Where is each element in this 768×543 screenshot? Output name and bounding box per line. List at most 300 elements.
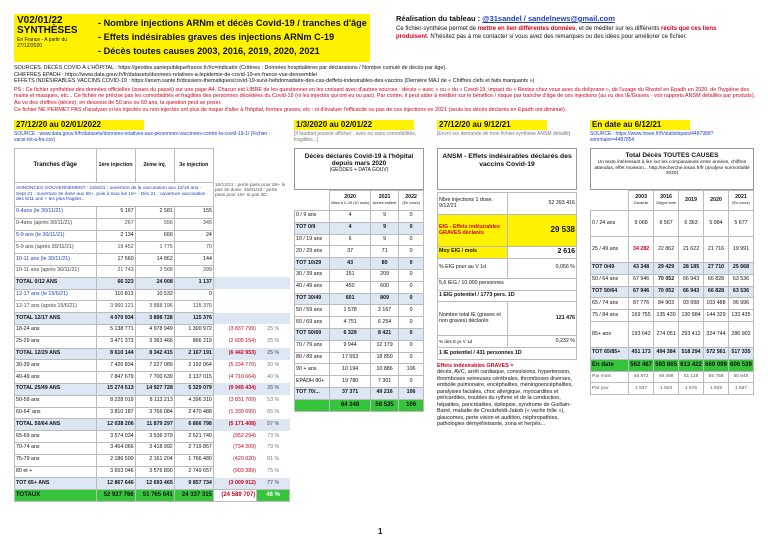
vax-v3: 115 376 — [174, 313, 213, 325]
vax-age: TOTAL 12/29 ANS — [15, 348, 97, 360]
vax-row — [15, 478, 290, 490]
vax-row — [15, 419, 290, 431]
insee-row — [591, 383, 754, 395]
insee-value: 1 657 — [728, 383, 753, 395]
author-line — [396, 15, 750, 23]
deaths-c: 0 — [399, 293, 424, 305]
vax-row — [15, 301, 290, 313]
vax-not-3d — [213, 313, 256, 325]
insee-value: 1 537 — [629, 383, 654, 395]
vax-v1: 15 274 513 — [96, 383, 135, 395]
insee-value: 286 902 — [728, 321, 753, 347]
deaths-row — [295, 376, 424, 388]
ansm-title: ANSM - Effets indésirables déclarés des vaccins Covid-19 — [442, 153, 572, 168]
deaths-age: 40 / 49 ans — [295, 281, 330, 293]
vax-v2: 3 418 992 — [135, 442, 174, 454]
insee-value: 562 467 — [629, 359, 654, 371]
insee-row — [591, 347, 754, 359]
insee-col-year: 2019 — [685, 196, 697, 203]
vax-not-3d: (3 009 912) — [213, 478, 256, 490]
ansm-nbr-label: Nbre injections 1 dose. 9/12/21 — [438, 193, 508, 215]
period-1: 27/12/20 au 02/01/2022 — [14, 120, 144, 130]
vax-age: 65-69 ans — [15, 431, 97, 443]
deaths-row — [295, 222, 424, 234]
insee-table — [590, 190, 754, 395]
deaths-total-c: 106 — [399, 399, 424, 411]
deaths-age: 20 / 29 ans — [295, 246, 330, 258]
deaths-c: 0 — [399, 328, 424, 340]
insee-value: 67 946 — [629, 286, 654, 298]
ansm-total-label: Nombre total IE (graves et non graves) déclarés — [438, 302, 508, 336]
vax-v1: 5 138 771 — [96, 324, 135, 336]
vax-pct-3d — [257, 254, 290, 266]
vax-age: 5-9 ans (le 30/11/21) — [15, 230, 97, 242]
vax-v2: 10 532 — [135, 289, 174, 301]
vax-pct-3d: 81 % — [267, 456, 280, 463]
vax-v2: 1 775 — [135, 242, 174, 254]
vax-not-3d — [213, 301, 256, 313]
vax-pct-3d — [257, 301, 290, 313]
ansm-pct2-label: % des E pr V 1d — [438, 336, 508, 348]
insee-value: 1 829 — [704, 383, 729, 395]
vax-pct-3d: 25 % — [267, 326, 280, 333]
deaths-row — [295, 269, 424, 281]
info-line-4: PS : Ce fichier synthétise des données officielles (issues du passé) sur une page A4. Chacun est LIBRE de les questionner en les croisant avec d'autres sources : décès « avec » ou « du » Covid-19, impact du « Restez chez vous avec du doliprane », de l'usage du Rivotril en Epadh en 2020, de l'hygiène des mains et masques, etc... Ce fichier ne précise pas les comorbidités et fragilités des personnes décédées du Covid-19 (ni les injectés qui ont eu ou pas). Par contre, il peut aider à méditer sur le bénéfice / risque par tranche d'âge de ces injections (au vu des IE/Graves - voir rapports ANSM détaillés par produits). Au vu des chiffres (décès), en dessous de 50 ans ou 60 ans, la question peut se poser. — [14, 86, 756, 106]
deaths-a: 43 — [330, 258, 371, 270]
vax-pct-3d: 79 % — [267, 444, 280, 451]
author-contact[interactable]: @31sandel / sandelnews@gmail.com — [482, 14, 615, 23]
ansm-eig-value: 29 538 — [508, 215, 577, 247]
source-1[interactable]: SOURCE : www.data.gouv.fr/fr/datasets/donnees-relatives-aux-personnes-vaccinees-contre-la-covid-19-1/ (Fichier : vacsi-tot-a-fra.csv) — [14, 131, 271, 143]
vax-v1: 110 813 — [96, 289, 135, 301]
insee-value: 66 943 — [679, 274, 704, 286]
vax-v3: 24 — [174, 230, 213, 242]
insee-value: 50 545 — [728, 371, 753, 383]
vax-v1: 5 167 — [96, 207, 135, 219]
insee-value: 135 430 — [654, 310, 679, 322]
deaths-b: 71 — [371, 246, 399, 258]
side-note-pass: 15/12/21 : perte pass pour 65+ si pas 3e dose. 15/01/22 : perte pass pour 18+ si pas 3D. — [214, 182, 286, 199]
col-third-dose: 3e injection — [174, 149, 213, 183]
col-2022-label: 2022 — [405, 194, 417, 201]
deaths-row — [295, 305, 424, 317]
insee-row — [591, 298, 754, 310]
disclaimer-a: Ce fichier-synthèse permet de — [396, 26, 478, 33]
vax-age: 0-4ans (après 30/11/21) — [15, 218, 97, 230]
vax-not-3d: (903 389) — [233, 467, 256, 474]
vax-row — [15, 254, 290, 266]
deaths-b: 9 — [371, 222, 399, 234]
deaths-a: 6 329 — [330, 328, 371, 340]
vax-pct-3d: 30 % — [267, 361, 280, 368]
col-2020 — [330, 191, 371, 211]
col-2020-label: 2020 — [344, 194, 357, 201]
insee-value: 669 099 — [704, 359, 729, 371]
deaths-age: 10 / 19 ans — [295, 234, 330, 246]
source-3: [Envoi sur demande de mon fichier-synthèse ANSM détaillé] — [437, 131, 571, 137]
vax-age: TOTAL 0/12 ANS — [15, 277, 97, 289]
vax-row — [15, 277, 290, 289]
vax-not-3d: (952 294) — [233, 432, 256, 439]
deaths-b: 2 167 — [371, 305, 399, 317]
vax-v2: 3 576 890 — [135, 466, 174, 478]
vax-pct-3d: 25 % — [257, 348, 290, 360]
vax-not-3d: (1 339 699) — [228, 408, 256, 415]
deaths-a: 9 944 — [330, 340, 371, 352]
insee-age: TOT 50/64 — [591, 286, 629, 298]
insee-value: 93 998 — [679, 298, 704, 310]
deaths-c: 0 — [399, 352, 424, 364]
deaths-c: 106 — [399, 364, 424, 376]
deaths-age: TOT 0/9 — [295, 222, 330, 234]
vax-row — [15, 289, 290, 301]
insee-col — [679, 191, 704, 211]
insee-age: 0 / 24 ans — [591, 211, 629, 237]
deaths-a: 151 — [330, 269, 371, 281]
insee-value: 5 984 — [704, 211, 729, 237]
insee-col-year: 2016 — [660, 194, 672, 201]
insee-value: 613 422 — [679, 359, 704, 371]
deaths-age: TOT 10/29 — [295, 258, 330, 270]
vax-v2: 3 888 196 — [135, 301, 174, 313]
deaths-b: 18 850 — [371, 352, 399, 364]
vax-v1: 19 452 — [96, 242, 135, 254]
deaths-a: 4 — [330, 222, 371, 234]
vax-v3: 399 — [174, 265, 213, 277]
ansm-moy-value: 2 616 — [508, 247, 577, 259]
deaths-c: 0 — [399, 281, 424, 293]
insee-col — [728, 191, 753, 211]
vax-v2: 3 766 084 — [135, 407, 174, 419]
vax-row — [15, 395, 290, 407]
insee-age: 25 / 49 ans — [591, 237, 629, 263]
insee-value: 22 862 — [654, 237, 679, 263]
deaths-b: 12 179 — [371, 340, 399, 352]
vax-age: 30-39 ans — [15, 360, 97, 372]
vax-row — [15, 431, 290, 443]
deaths-age: 30 / 39 ans — [295, 269, 330, 281]
vax-pct-3d — [257, 289, 290, 301]
vax-age: 50-59 ans — [15, 395, 97, 407]
vax-row — [15, 442, 290, 454]
vax-v3: 0 — [174, 289, 213, 301]
vax-v1: 17 560 — [96, 254, 135, 266]
insee-age: 75 / 84 ans — [591, 310, 629, 322]
deaths-row — [295, 246, 424, 258]
deaths-row — [295, 281, 424, 293]
insee-col — [629, 191, 654, 211]
insee-intro: Un texte intéressant à lire sur les comparaisons entre années, chiffres attendus, effet moisson... http://recherche.insan.fr/fr (analyse surmortalité 2020) — [594, 160, 750, 176]
vax-v3: 2 719 857 — [174, 442, 213, 454]
vax-v1: 66 323 — [96, 277, 135, 289]
insee-value: 1 676 — [679, 383, 704, 395]
vax-pct-3d: 53 % — [267, 397, 280, 404]
deaths-a: 601 — [330, 293, 371, 305]
insee-value: 29 429 — [654, 263, 679, 275]
vax-row — [15, 242, 290, 254]
insee-value: 96 996 — [728, 298, 753, 310]
headline-3: - Décès toutes causes 2003, 2016, 2019, 2020, 2021 — [98, 46, 320, 56]
deaths-b: 809 — [371, 293, 399, 305]
period-3: 27/12/20 au 9/12/21 — [437, 120, 547, 130]
insee-col-sub: Canicule — [633, 201, 649, 206]
vax-row — [15, 360, 290, 372]
vax-v2: 3 568 — [135, 265, 174, 277]
vax-row — [15, 218, 290, 230]
deaths-header — [294, 148, 424, 190]
insee-value: 43 348 — [629, 263, 654, 275]
insee-value: 1 623 — [654, 383, 679, 395]
vax-v1: 12 867 646 — [96, 478, 135, 490]
ansm-ratio-2: 1 EIG potentiel / 1773 pers. 1D — [438, 290, 577, 302]
deaths-row — [295, 258, 424, 270]
insee-value: 25 668 — [728, 263, 753, 275]
deaths-c: 0 — [399, 340, 424, 352]
vax-row — [15, 230, 290, 242]
insee-header — [590, 148, 754, 190]
deaths-a: 4 — [330, 211, 371, 223]
vax-age: 75-79 ans — [15, 454, 97, 466]
insee-col — [704, 191, 729, 211]
insee-age: TOT 65/85+ — [591, 347, 629, 359]
deaths-title: Décès déclarés Covid-19 à l'hôpital depuis mars 2020 — [304, 153, 414, 168]
vax-age: 10-11 ans (après 30/11/21) — [15, 265, 97, 277]
vax-v1: 7 847 679 — [96, 372, 135, 384]
vax-age: 10-11 ans (le 30/11/21) — [15, 254, 97, 266]
insee-value: 51 119 — [679, 371, 704, 383]
vax-age: 60-64' ans — [15, 407, 97, 419]
insee-row — [591, 359, 754, 371]
insee-col — [654, 191, 679, 211]
vax-v1: 3 471 373 — [96, 336, 135, 348]
insee-value: 572 561 — [704, 347, 729, 359]
vax-not-3d: (5 171 408) — [213, 419, 256, 431]
deaths-a: 6 — [330, 234, 371, 246]
ansm-nbr-value: 52 393 416 — [508, 193, 577, 215]
insee-value: 517 335 — [728, 347, 753, 359]
vaccination-table — [14, 148, 290, 502]
vax-not-3d: (420 020) — [233, 456, 256, 463]
insee-row — [591, 274, 754, 286]
vax-total-row — [15, 490, 290, 502]
insee-value: 606 539 — [728, 359, 753, 371]
vax-v3: 4 396 310 — [174, 395, 213, 407]
vax-v1: 267 — [96, 218, 135, 230]
vax-v1: 21 743 — [96, 265, 135, 277]
ansm-header — [437, 148, 577, 190]
insee-title: Total Décès TOUTES CAUSES — [625, 152, 719, 159]
headline-1: - Nombre injections ARNm et décès Covid-19 / tranches d'âge — [98, 18, 367, 28]
vax-row — [15, 336, 290, 348]
deaths-a: 10 194 — [330, 364, 371, 376]
insee-value: 49 489 — [654, 371, 679, 383]
deaths-total-b: 58 535 — [371, 399, 399, 411]
insee-age: 85+ ans — [591, 321, 629, 347]
deaths-c: 106 — [399, 387, 424, 399]
ansm-pct2-value: 0,232 % — [508, 336, 577, 348]
insee-value: 21 716 — [704, 237, 729, 263]
vax-v3: 2 749 657 — [174, 466, 213, 478]
insee-value: 63 536 — [728, 286, 753, 298]
ansm-pct-value: 0,056 % — [508, 258, 577, 278]
deaths-b: 209 — [371, 269, 399, 281]
insee-row — [591, 237, 754, 263]
vax-pct-3d: 57 % — [257, 419, 290, 431]
vax-pct-3d: 65 % — [267, 408, 280, 415]
vax-row — [15, 207, 290, 219]
insee-value: 324 744 — [704, 321, 729, 347]
deaths-age: TOT 50/69 — [295, 328, 330, 340]
vax-v3: 144 — [174, 254, 213, 266]
deaths-table — [294, 190, 424, 412]
vax-v3: 5 329 079 — [174, 383, 213, 395]
col-2021-label: 2021 — [378, 194, 391, 201]
deaths-b: 10 886 — [371, 364, 399, 376]
deaths-b: 7 301 — [371, 376, 399, 388]
col-second-dose: 2ème inj. — [135, 149, 174, 183]
deaths-a: 37 — [330, 246, 371, 258]
vax-v2: 3 363 466 — [135, 336, 174, 348]
disclaimer — [396, 26, 750, 41]
headline-box — [94, 14, 370, 62]
author-label: Réalisation du tableau : — [396, 14, 481, 23]
insee-value: 169 755 — [629, 310, 654, 322]
insee-value: 274 051 — [654, 321, 679, 347]
vax-v2: 14 862 — [135, 254, 174, 266]
vax-v2: 12 693 465 — [135, 478, 174, 490]
deaths-b: 6 254 — [371, 317, 399, 329]
vax-row — [15, 407, 290, 419]
deaths-c: 0 — [399, 222, 424, 234]
vax-row — [15, 372, 290, 384]
vax-row — [15, 383, 290, 395]
info-line-2: CHIFFRES EPADH : https://www.data.gouv.fr/fr/datasets/donnees-relatives-a-lepidemie-de-covid-19-en-france-vue-densemble/ — [14, 71, 318, 78]
ansm-eig-list — [437, 363, 575, 428]
insee-value: 6 363 — [679, 211, 704, 237]
vax-total-pct: 46 % — [257, 490, 290, 502]
vax-v3: 155 — [174, 207, 213, 219]
vax-v2: 556 — [135, 218, 174, 230]
deaths-total-row — [295, 399, 424, 411]
insee-value: 103 488 — [704, 298, 729, 310]
deaths-subtitle: (GEODES + DATA GOUV) — [329, 166, 389, 173]
deaths-c: 0 — [399, 246, 424, 258]
vax-v2: 2 161 204 — [135, 454, 174, 466]
ansm-eig-label: EIG - Effets indésirables GRAVES déclarés — [438, 215, 508, 247]
vax-v3: 2 470 488 — [174, 407, 213, 419]
vax-v3: 2 192 064 — [174, 360, 213, 372]
source-4[interactable]: SOURCE : https://www.insee.fr/fr/statistiques/4487988?sommaire=4487854 — [590, 131, 714, 143]
deaths-age: TOT 30/49 — [295, 293, 330, 305]
deaths-a: 17 553 — [330, 352, 371, 364]
insee-value: 19 991 — [728, 237, 753, 263]
deaths-row — [295, 211, 424, 223]
insee-value: 518 294 — [679, 347, 704, 359]
vax-v2: 11 879 297 — [135, 419, 174, 431]
deaths-b: 9 — [371, 234, 399, 246]
insee-value: 46 872 — [629, 371, 654, 383]
vax-total-v2: 51 765 641 — [135, 490, 174, 502]
vax-v3: 1 766 480 — [174, 454, 213, 466]
vax-age: 25-29 ans — [15, 336, 97, 348]
vax-v3: 866 219 — [174, 336, 213, 348]
vax-v1: 4 070 934 — [96, 313, 135, 325]
vax-v2: 3 898 728 — [135, 313, 174, 325]
vax-v1: 7 426 834 — [96, 360, 135, 372]
vax-v2: 2 581 — [135, 207, 174, 219]
vax-v1: 3 810 187 — [96, 407, 135, 419]
period-2: 1/3/2020 au 02/01/22 — [294, 120, 414, 130]
insee-value: 144 329 — [704, 310, 729, 322]
vax-not-3d: (2 605 154) — [228, 338, 256, 345]
vax-total-not-3d: (24 589 707) — [213, 490, 256, 502]
vax-row — [15, 454, 290, 466]
vax-v2: 8 113 213 — [135, 395, 174, 407]
deaths-age: 80 / 89 ans — [295, 352, 330, 364]
disclaimer-c: , et de méditer sur les différents — [575, 26, 662, 33]
vax-row — [15, 348, 290, 360]
insee-row — [591, 263, 754, 275]
insee-col-sub: (En cours) — [732, 201, 750, 206]
insee-value: 494 384 — [654, 347, 679, 359]
deaths-age: 90 + ans — [295, 364, 330, 376]
insee-value: 28 185 — [679, 263, 704, 275]
deaths-row — [295, 317, 424, 329]
vax-pct-3d — [257, 313, 290, 325]
col-2022 — [399, 191, 424, 211]
vax-row — [15, 313, 290, 325]
deaths-b: 49 216 — [371, 387, 399, 399]
deaths-row — [295, 328, 424, 340]
insee-value: 70 052 — [654, 274, 679, 286]
ansm-total-value: 121 476 — [508, 302, 577, 336]
disclaimer-d: récits que ces liens produisent — [396, 26, 717, 40]
vax-v2: 3 536 379 — [135, 431, 174, 443]
vax-v2: 4 978 949 — [135, 324, 174, 336]
vax-v3: 3 137 015 — [174, 372, 213, 384]
deaths-age: 0 / 9 ans — [295, 211, 330, 223]
insee-col-year: 2021 — [735, 194, 747, 201]
period-4: En date au 6/12/21 — [590, 120, 690, 130]
ansm-panel — [437, 192, 577, 428]
deaths-b: 9 — [371, 211, 399, 223]
vax-total-label: TOTAUX — [15, 490, 97, 502]
deaths-b: 80 — [371, 258, 399, 270]
vax-v1: 8 228 019 — [96, 395, 135, 407]
deaths-b: 600 — [371, 281, 399, 293]
synthesis-label: SYNTHÈSES — [17, 25, 78, 36]
vax-age: TOTAL 25/49 ANS — [15, 383, 97, 395]
vax-v3: 1 300 972 — [174, 324, 213, 336]
vax-v1: 8 610 144 — [96, 348, 135, 360]
insee-age: En date — [591, 359, 629, 371]
source-2: [Il faudrait pouvoir afficher : avec ou sans comorbidités, fragilités...] — [294, 131, 417, 143]
col-age: Tranches d'âge — [15, 149, 97, 183]
vax-not-3d: (3 831 709) — [228, 397, 256, 404]
insee-age: TOT 0/49 — [591, 263, 629, 275]
vax-not-3d: (734 209) — [233, 444, 256, 451]
vax-age: TOT 65+ ANS — [15, 478, 97, 490]
vax-pct-3d: 25 % — [267, 338, 280, 345]
insee-row — [591, 310, 754, 322]
insee-value: 593 865 — [654, 359, 679, 371]
deaths-c: 0 — [399, 376, 424, 388]
vax-age: 40-49 ans — [15, 372, 97, 384]
vax-total-v3: 24 337 315 — [174, 490, 213, 502]
vax-row — [15, 466, 290, 478]
info-line-1: SOURCES. DÉCÈS COVID À L'HÔPITAL : https://geodes.santepubliquefrance.fr/#c=indicator (Critères : Données hospitalières par déclarations / Nombre cumulé de décès par âge). — [14, 65, 447, 71]
headline-2: - Effets indésirables graves des injections ARNm C-19 — [98, 32, 335, 42]
